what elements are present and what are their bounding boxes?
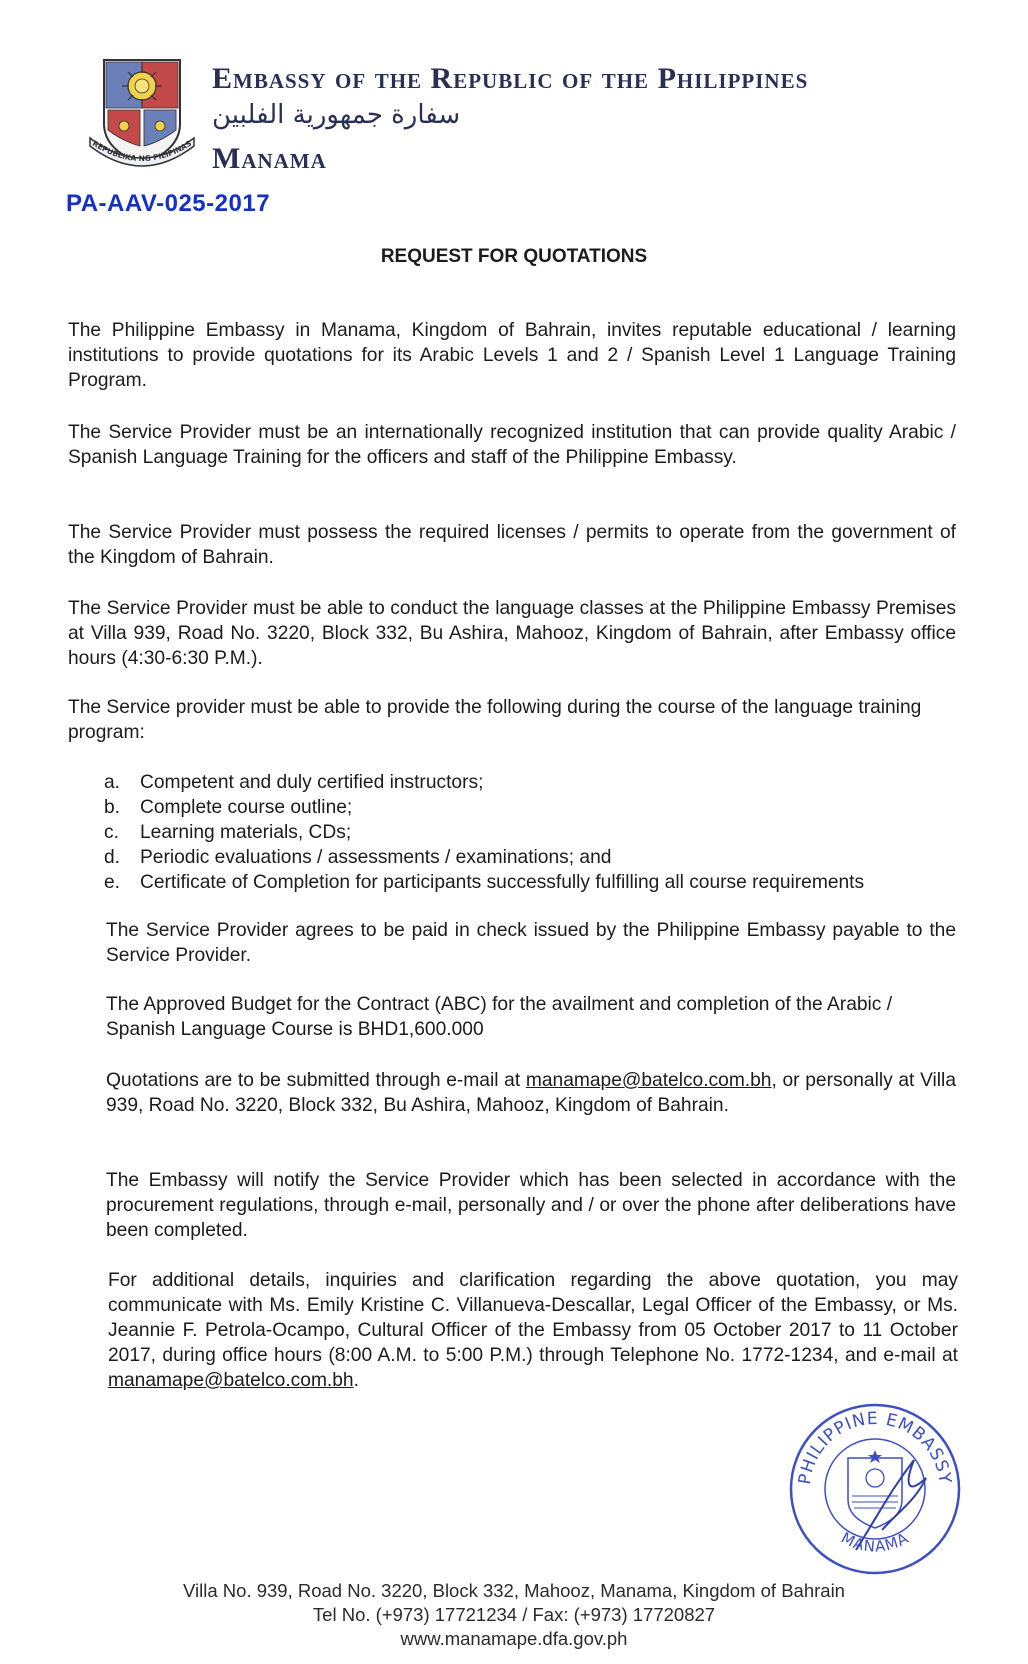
paragraph-recognition: The Service Provider must be an internationally recognized institution that can provide quality Arabic / Spanish Language Training for the officers and staff of the Philippine Embassy. xyxy=(68,422,956,468)
submission-email-link[interactable]: manamape@batelco.com.bh xyxy=(525,1070,772,1091)
embassy-stamp-icon xyxy=(786,1400,964,1578)
paragraph-notification: The Embassy will notify the Service Provider which has been selected in accordance with the procurement regulations, through e-mail, personally and / or over the phone after deliberations have been completed. xyxy=(106,1170,956,1241)
paragraph-venue: The Service Provider must be able to conduct the language classes at the Philippine Embassy Premises at Villa 939, Road No. 3220, Block 332, Bu Ashira, Mahooz, Kingdom of Bahrain, after Embassy office hours (4:30-6:30 P.M.). xyxy=(68,598,956,669)
paragraph-provisions-intro: The Service provider must be able to provide the following during the course of the language training program: xyxy=(68,697,922,743)
embassy-name: Embassy of the Republic of the Philippines xyxy=(212,62,809,95)
paragraph-payment: The Service Provider agrees to be paid in check issued by the Philippine Embassy payable to the Service Provider. xyxy=(106,920,956,966)
requirements-list xyxy=(104,770,984,895)
list-item: d. Periodic evaluations / assessments / examinations; and xyxy=(104,847,612,868)
document-title: REQUEST FOR QUOTATIONS xyxy=(380,246,648,267)
embassy-city: Manama xyxy=(212,142,327,175)
svg-text:REPUBLIKA NG PILIPINAS: REPUBLIKA NG PILIPINAS xyxy=(90,138,194,164)
paragraph-budget: The Approved Budget for the Contract (ABC) for the availment and completion of the Arabic / Spanish Language Course is BHD1,600.000 xyxy=(106,994,893,1040)
list-item: e. Certificate of Completion for participants successfully fulfilling all course requirements xyxy=(104,872,865,893)
embassy-name-arabic: سفارة جمهورية الفلبين xyxy=(212,100,461,130)
svg-text:MANAMA: MANAMA xyxy=(838,1528,912,1556)
footer-phone-fax: Tel No. (+973) 17721234 / Fax: (+973) 17720827 xyxy=(312,1604,716,1625)
paragraph-contact: For additional details, inquiries and clarification regarding the above quotation, you may communicate with Ms. Emily Kristine C. Villanueva-Descallar, Legal Officer of the Embassy, or Ms. Jeannie F. Petrola-Ocampo, Cultural Officer of the Embassy from 05 October 2017 to 11 October 2017, during office hours (8:00 A.M. to 5:00 P.M.) through Telephone No. 1772-1234, and e-mail at manamape@batelco.com.bh. xyxy=(108,1270,958,1391)
paragraph-submission: Quotations are to be submitted through e-mail at manamape@batelco.com.bh, or personally at Villa 939, Road No. 3220, Block 332, Bu Ashira, Mahooz, Kingdom of Bahrain. xyxy=(106,1070,956,1116)
paragraph-intro: The Philippine Embassy in Manama, Kingdom of Bahrain, invites reputable educational / learning institutions to provide quotations for its Arabic Levels 1 and 2 / Spanish Level 1 Language Training Program. xyxy=(68,320,956,391)
paragraph-licenses: The Service Provider must possess the required licenses / permits to operate from the government of the Kingdom of Bahrain. xyxy=(68,522,956,568)
contact-email-link[interactable]: manamape@batelco.com.bh xyxy=(108,1370,354,1391)
list-item: b. Complete course outline; xyxy=(104,797,353,818)
list-item: c. Learning materials, CDs; xyxy=(104,822,352,843)
footer-website[interactable]: www.manamape.dfa.gov.ph xyxy=(400,1628,628,1649)
list-item: a. Competent and duly certified instructors; xyxy=(104,772,484,793)
footer-address: Villa No. 939, Road No. 3220, Block 332, Mahooz, Manama, Kingdom of Bahrain xyxy=(183,1580,845,1601)
footer xyxy=(0,1579,1028,1651)
reference-number: PA-AAV-025-2017 xyxy=(66,190,271,217)
philippine-seal-icon xyxy=(84,46,200,172)
svg-text:PHILIPPINE EMBASSY: PHILIPPINE EMBASSY xyxy=(795,1408,955,1486)
